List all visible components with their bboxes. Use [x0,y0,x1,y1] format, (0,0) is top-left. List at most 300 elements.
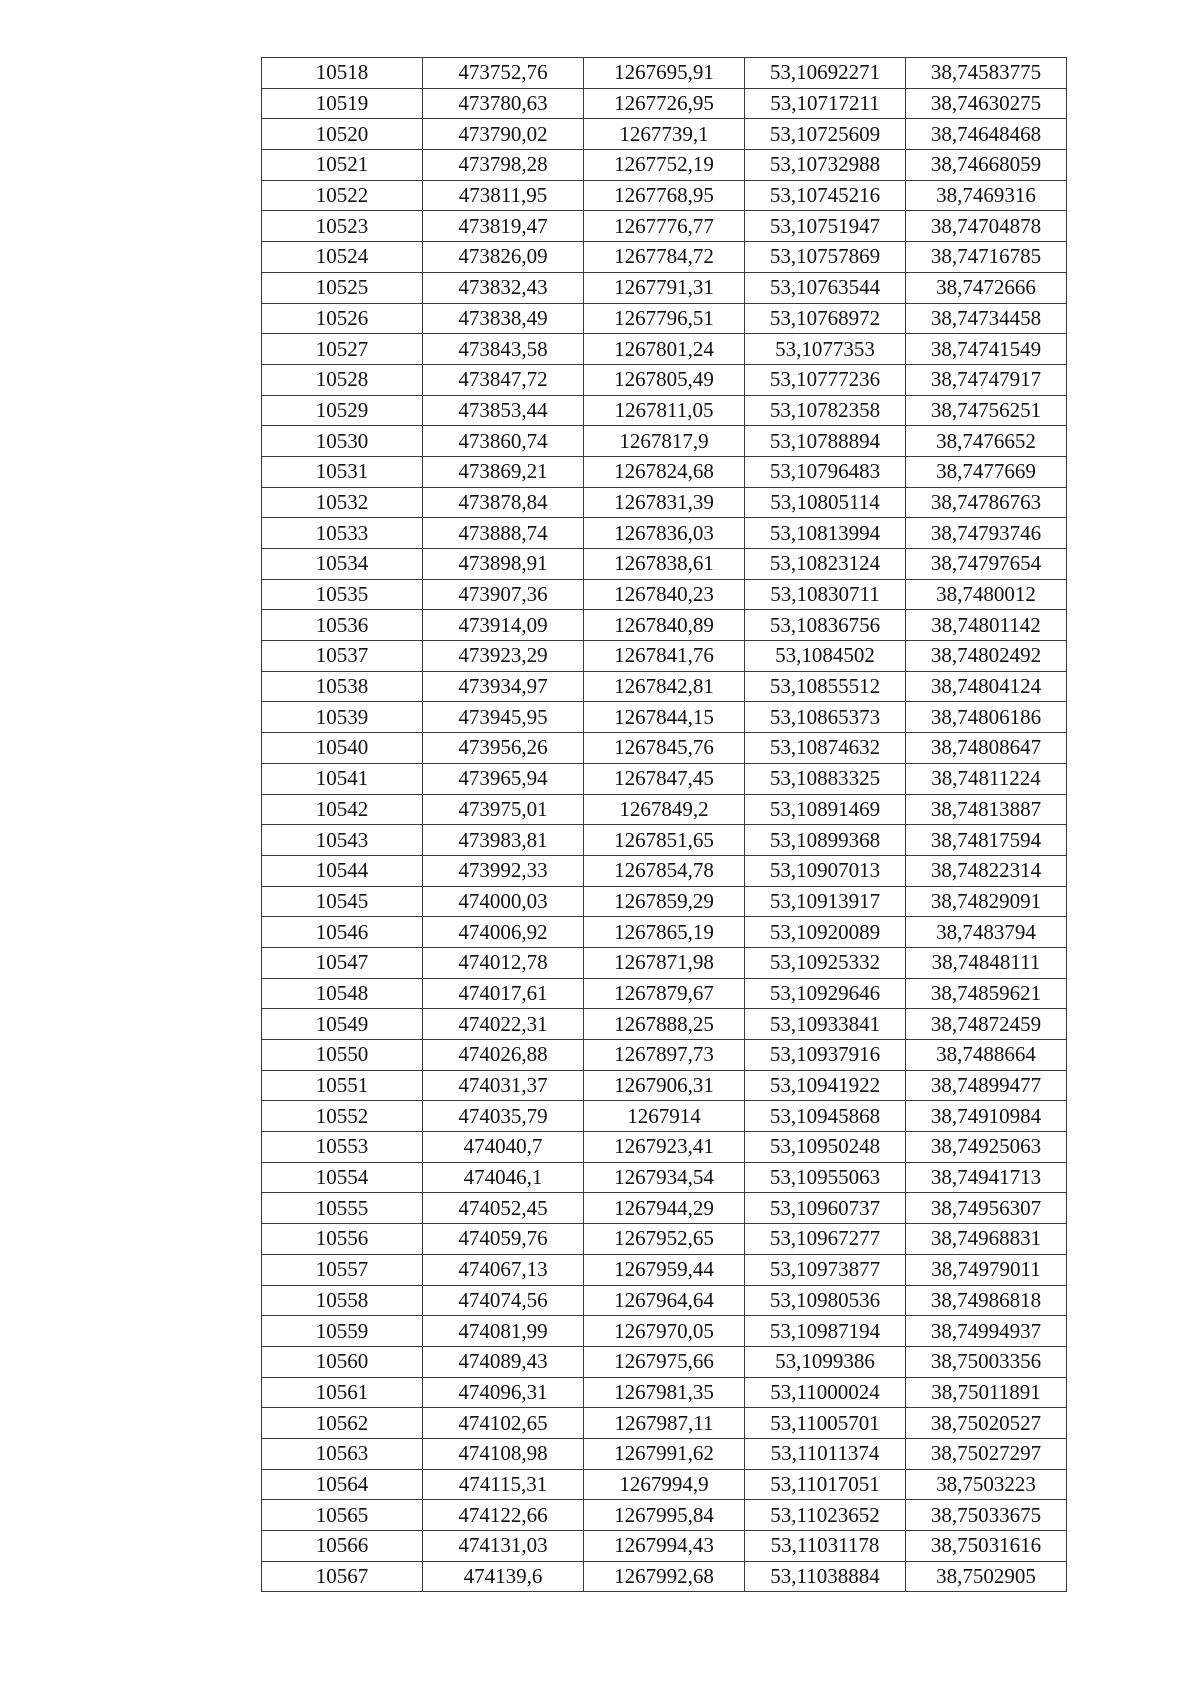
latitude-cell: 53,10925332 [745,947,906,978]
table-row [262,1316,1067,1347]
y-coordinate-cell: 1267845,76 [584,733,745,764]
latitude-cell: 53,10874632 [745,733,906,764]
y-coordinate-cell: 1267841,76 [584,641,745,672]
y-coordinate-cell: 1267847,45 [584,763,745,794]
y-coordinate-cell: 1267994,43 [584,1531,745,1562]
x-coordinate-cell: 473790,02 [423,119,584,150]
longitude-cell: 38,74756251 [906,395,1067,426]
y-coordinate-cell: 1267849,2 [584,794,745,825]
latitude-cell: 53,10865373 [745,702,906,733]
x-coordinate-cell: 474115,31 [423,1469,584,1500]
x-coordinate-cell: 474035,79 [423,1101,584,1132]
y-coordinate-cell: 1267952,65 [584,1224,745,1255]
point-number-cell: 10534 [262,549,423,580]
y-coordinate-cell: 1267981,35 [584,1377,745,1408]
y-coordinate-cell: 1267906,31 [584,1070,745,1101]
table-row [262,119,1067,150]
table-row [262,426,1067,457]
y-coordinate-cell: 1267991,62 [584,1438,745,1469]
x-coordinate-cell: 474139,6 [423,1561,584,1592]
point-number-cell: 10536 [262,610,423,641]
table-row [262,1224,1067,1255]
point-number-cell: 10544 [262,855,423,886]
y-coordinate-cell: 1267995,84 [584,1500,745,1531]
y-coordinate-cell: 1267994,9 [584,1469,745,1500]
y-coordinate-cell: 1267817,9 [584,426,745,457]
latitude-cell: 53,11017051 [745,1469,906,1500]
table-row [262,364,1067,395]
y-coordinate-cell: 1267975,66 [584,1346,745,1377]
x-coordinate-cell: 473878,84 [423,487,584,518]
table-row [262,641,1067,672]
longitude-cell: 38,74806186 [906,702,1067,733]
y-coordinate-cell: 1267811,05 [584,395,745,426]
longitude-cell: 38,7503223 [906,1469,1067,1500]
table-row [262,947,1067,978]
point-number-cell: 10518 [262,58,423,89]
table-row [262,1193,1067,1224]
y-coordinate-cell: 1267836,03 [584,518,745,549]
point-number-cell: 10551 [262,1070,423,1101]
table-row [262,334,1067,365]
x-coordinate-cell: 473975,01 [423,794,584,825]
latitude-cell: 53,10920089 [745,917,906,948]
latitude-cell: 53,10751947 [745,211,906,242]
longitude-cell: 38,74747917 [906,364,1067,395]
x-coordinate-cell: 474006,92 [423,917,584,948]
point-number-cell: 10538 [262,671,423,702]
point-number-cell: 10564 [262,1469,423,1500]
point-number-cell: 10558 [262,1285,423,1316]
y-coordinate-cell: 1267923,41 [584,1132,745,1163]
x-coordinate-cell: 474040,7 [423,1132,584,1163]
x-coordinate-cell: 474081,99 [423,1316,584,1347]
y-coordinate-cell: 1267831,39 [584,487,745,518]
point-number-cell: 10550 [262,1040,423,1071]
latitude-cell: 53,10980536 [745,1285,906,1316]
x-coordinate-cell: 473811,95 [423,180,584,211]
latitude-cell: 53,10913917 [745,886,906,917]
x-coordinate-cell: 473914,09 [423,610,584,641]
point-number-cell: 10539 [262,702,423,733]
table-row [262,1254,1067,1285]
latitude-cell: 53,11023652 [745,1500,906,1531]
longitude-cell: 38,74734458 [906,303,1067,334]
table-row [262,1101,1067,1132]
x-coordinate-cell: 474074,56 [423,1285,584,1316]
y-coordinate-cell: 1267838,61 [584,549,745,580]
latitude-cell: 53,10717211 [745,88,906,119]
y-coordinate-cell: 1267865,19 [584,917,745,948]
y-coordinate-cell: 1267851,65 [584,825,745,856]
x-coordinate-cell: 473907,36 [423,579,584,610]
x-coordinate-cell: 473819,47 [423,211,584,242]
point-number-cell: 10540 [262,733,423,764]
longitude-cell: 38,74986818 [906,1285,1067,1316]
table-row [262,1500,1067,1531]
longitude-cell: 38,74817594 [906,825,1067,856]
latitude-cell: 53,11011374 [745,1438,906,1469]
longitude-cell: 38,7480012 [906,579,1067,610]
point-number-cell: 10565 [262,1500,423,1531]
y-coordinate-cell: 1267854,78 [584,855,745,886]
point-number-cell: 10535 [262,579,423,610]
y-coordinate-cell: 1267695,91 [584,58,745,89]
point-number-cell: 10541 [262,763,423,794]
latitude-cell: 53,10937916 [745,1040,906,1071]
table-row [262,58,1067,89]
point-number-cell: 10549 [262,1009,423,1040]
point-number-cell: 10563 [262,1438,423,1469]
longitude-cell: 38,74829091 [906,886,1067,917]
table-row [262,456,1067,487]
y-coordinate-cell: 1267784,72 [584,242,745,273]
latitude-cell: 53,10899368 [745,825,906,856]
point-number-cell: 10560 [262,1346,423,1377]
y-coordinate-cell: 1267796,51 [584,303,745,334]
longitude-cell: 38,74583775 [906,58,1067,89]
latitude-cell: 53,10830711 [745,579,906,610]
latitude-cell: 53,10836756 [745,610,906,641]
table-row [262,1162,1067,1193]
longitude-cell: 38,74786763 [906,487,1067,518]
table-row [262,1009,1067,1040]
latitude-cell: 53,10945868 [745,1101,906,1132]
latitude-cell: 53,10960737 [745,1193,906,1224]
longitude-cell: 38,74811224 [906,763,1067,794]
y-coordinate-cell: 1267992,68 [584,1561,745,1592]
table-row [262,763,1067,794]
latitude-cell: 53,10813994 [745,518,906,549]
point-number-cell: 10566 [262,1531,423,1562]
coordinates-table [261,57,1067,1592]
latitude-cell: 53,10782358 [745,395,906,426]
longitude-cell: 38,75020527 [906,1408,1067,1439]
table-row [262,88,1067,119]
table-row [262,150,1067,181]
x-coordinate-cell: 473780,63 [423,88,584,119]
point-number-cell: 10542 [262,794,423,825]
longitude-cell: 38,74648468 [906,119,1067,150]
x-coordinate-cell: 474017,61 [423,978,584,1009]
longitude-cell: 38,74668059 [906,150,1067,181]
x-coordinate-cell: 473869,21 [423,456,584,487]
point-number-cell: 10532 [262,487,423,518]
point-number-cell: 10527 [262,334,423,365]
latitude-cell: 53,1084502 [745,641,906,672]
y-coordinate-cell: 1267871,98 [584,947,745,978]
point-number-cell: 10556 [262,1224,423,1255]
table-row [262,242,1067,273]
longitude-cell: 38,74801142 [906,610,1067,641]
table-row [262,610,1067,641]
x-coordinate-cell: 474089,43 [423,1346,584,1377]
longitude-cell: 38,7477669 [906,456,1067,487]
latitude-cell: 53,10732988 [745,150,906,181]
x-coordinate-cell: 473945,95 [423,702,584,733]
latitude-cell: 53,10788894 [745,426,906,457]
x-coordinate-cell: 474102,65 [423,1408,584,1439]
table-row [262,1469,1067,1500]
point-number-cell: 10523 [262,211,423,242]
y-coordinate-cell: 1267859,29 [584,886,745,917]
latitude-cell: 53,10929646 [745,978,906,1009]
longitude-cell: 38,74968831 [906,1224,1067,1255]
longitude-cell: 38,74704878 [906,211,1067,242]
x-coordinate-cell: 473934,97 [423,671,584,702]
table-row [262,917,1067,948]
y-coordinate-cell: 1267842,81 [584,671,745,702]
point-number-cell: 10531 [262,456,423,487]
y-coordinate-cell: 1267752,19 [584,150,745,181]
table-row [262,487,1067,518]
table-row [262,733,1067,764]
longitude-cell: 38,74804124 [906,671,1067,702]
x-coordinate-cell: 474131,03 [423,1531,584,1562]
point-number-cell: 10546 [262,917,423,948]
table-row [262,1438,1067,1469]
x-coordinate-cell: 473956,26 [423,733,584,764]
point-number-cell: 10553 [262,1132,423,1163]
latitude-cell: 53,10907013 [745,855,906,886]
x-coordinate-cell: 474012,78 [423,947,584,978]
table-row [262,978,1067,1009]
point-number-cell: 10557 [262,1254,423,1285]
table-row [262,1132,1067,1163]
latitude-cell: 53,10883325 [745,763,906,794]
x-coordinate-cell: 474059,76 [423,1224,584,1255]
y-coordinate-cell: 1267824,68 [584,456,745,487]
latitude-cell: 53,10768972 [745,303,906,334]
longitude-cell: 38,74741549 [906,334,1067,365]
longitude-cell: 38,75033675 [906,1500,1067,1531]
latitude-cell: 53,10763544 [745,272,906,303]
point-number-cell: 10529 [262,395,423,426]
longitude-cell: 38,74822314 [906,855,1067,886]
x-coordinate-cell: 474000,03 [423,886,584,917]
table-row [262,1561,1067,1592]
y-coordinate-cell: 1267840,89 [584,610,745,641]
longitude-cell: 38,75003356 [906,1346,1067,1377]
longitude-cell: 38,7476652 [906,426,1067,457]
point-number-cell: 10552 [262,1101,423,1132]
longitude-cell: 38,74925063 [906,1132,1067,1163]
x-coordinate-cell: 473843,58 [423,334,584,365]
point-number-cell: 10561 [262,1377,423,1408]
x-coordinate-cell: 474067,13 [423,1254,584,1285]
y-coordinate-cell: 1267805,49 [584,364,745,395]
table-row [262,1285,1067,1316]
longitude-cell: 38,75011891 [906,1377,1067,1408]
longitude-cell: 38,74716785 [906,242,1067,273]
table-row [262,886,1067,917]
longitude-cell: 38,74813887 [906,794,1067,825]
x-coordinate-cell: 473826,09 [423,242,584,273]
longitude-cell: 38,7488664 [906,1040,1067,1071]
x-coordinate-cell: 474122,66 [423,1500,584,1531]
x-coordinate-cell: 473847,72 [423,364,584,395]
x-coordinate-cell: 474052,45 [423,1193,584,1224]
point-number-cell: 10520 [262,119,423,150]
longitude-cell: 38,74848111 [906,947,1067,978]
latitude-cell: 53,11000024 [745,1377,906,1408]
x-coordinate-cell: 473965,94 [423,763,584,794]
x-coordinate-cell: 473838,49 [423,303,584,334]
y-coordinate-cell: 1267801,24 [584,334,745,365]
x-coordinate-cell: 474022,31 [423,1009,584,1040]
point-number-cell: 10545 [262,886,423,917]
table-row [262,180,1067,211]
longitude-cell: 38,74941713 [906,1162,1067,1193]
longitude-cell: 38,7502905 [906,1561,1067,1592]
latitude-cell: 53,10745216 [745,180,906,211]
y-coordinate-cell: 1267897,73 [584,1040,745,1071]
y-coordinate-cell: 1267844,15 [584,702,745,733]
x-coordinate-cell: 473752,76 [423,58,584,89]
x-coordinate-cell: 473888,74 [423,518,584,549]
y-coordinate-cell: 1267934,54 [584,1162,745,1193]
longitude-cell: 38,74956307 [906,1193,1067,1224]
latitude-cell: 53,10855512 [745,671,906,702]
latitude-cell: 53,10777236 [745,364,906,395]
y-coordinate-cell: 1267791,31 [584,272,745,303]
point-number-cell: 10526 [262,303,423,334]
longitude-cell: 38,74979011 [906,1254,1067,1285]
point-number-cell: 10554 [262,1162,423,1193]
table-row [262,395,1067,426]
latitude-cell: 53,10823124 [745,549,906,580]
point-number-cell: 10555 [262,1193,423,1224]
table-row [262,1408,1067,1439]
x-coordinate-cell: 473992,33 [423,855,584,886]
latitude-cell: 53,10973877 [745,1254,906,1285]
point-number-cell: 10522 [262,180,423,211]
latitude-cell: 53,10941922 [745,1070,906,1101]
latitude-cell: 53,1077353 [745,334,906,365]
point-number-cell: 10533 [262,518,423,549]
longitude-cell: 38,74630275 [906,88,1067,119]
latitude-cell: 53,11005701 [745,1408,906,1439]
latitude-cell: 53,11038884 [745,1561,906,1592]
latitude-cell: 53,1099386 [745,1346,906,1377]
table-row [262,1377,1067,1408]
point-number-cell: 10530 [262,426,423,457]
latitude-cell: 53,10757869 [745,242,906,273]
table-row [262,579,1067,610]
point-number-cell: 10519 [262,88,423,119]
y-coordinate-cell: 1267840,23 [584,579,745,610]
x-coordinate-cell: 473798,28 [423,150,584,181]
x-coordinate-cell: 474046,1 [423,1162,584,1193]
latitude-cell: 53,10955063 [745,1162,906,1193]
y-coordinate-cell: 1267739,1 [584,119,745,150]
point-number-cell: 10559 [262,1316,423,1347]
y-coordinate-cell: 1267776,77 [584,211,745,242]
longitude-cell: 38,75027297 [906,1438,1067,1469]
y-coordinate-cell: 1267726,95 [584,88,745,119]
table-row [262,855,1067,886]
x-coordinate-cell: 474031,37 [423,1070,584,1101]
point-number-cell: 10528 [262,364,423,395]
table-row [262,303,1067,334]
latitude-cell: 53,10725609 [745,119,906,150]
x-coordinate-cell: 473898,91 [423,549,584,580]
point-number-cell: 10525 [262,272,423,303]
y-coordinate-cell: 1267879,67 [584,978,745,1009]
longitude-cell: 38,7469316 [906,180,1067,211]
table-row [262,272,1067,303]
y-coordinate-cell: 1267959,44 [584,1254,745,1285]
point-number-cell: 10521 [262,150,423,181]
longitude-cell: 38,74793746 [906,518,1067,549]
latitude-cell: 53,10692271 [745,58,906,89]
latitude-cell: 53,11031178 [745,1531,906,1562]
latitude-cell: 53,10891469 [745,794,906,825]
latitude-cell: 53,10967277 [745,1224,906,1255]
y-coordinate-cell: 1267914 [584,1101,745,1132]
x-coordinate-cell: 473983,81 [423,825,584,856]
table-row [262,1070,1067,1101]
table-row [262,702,1067,733]
x-coordinate-cell: 473923,29 [423,641,584,672]
longitude-cell: 38,74802492 [906,641,1067,672]
point-number-cell: 10547 [262,947,423,978]
x-coordinate-cell: 473860,74 [423,426,584,457]
y-coordinate-cell: 1267944,29 [584,1193,745,1224]
longitude-cell: 38,74872459 [906,1009,1067,1040]
point-number-cell: 10562 [262,1408,423,1439]
table-row [262,1531,1067,1562]
table-row [262,518,1067,549]
point-number-cell: 10567 [262,1561,423,1592]
table-row [262,211,1067,242]
latitude-cell: 53,10950248 [745,1132,906,1163]
table-row [262,671,1067,702]
longitude-cell: 38,74899477 [906,1070,1067,1101]
y-coordinate-cell: 1267888,25 [584,1009,745,1040]
longitude-cell: 38,74808647 [906,733,1067,764]
table-row [262,1040,1067,1071]
longitude-cell: 38,74910984 [906,1101,1067,1132]
latitude-cell: 53,10805114 [745,487,906,518]
y-coordinate-cell: 1267964,64 [584,1285,745,1316]
y-coordinate-cell: 1267987,11 [584,1408,745,1439]
longitude-cell: 38,74994937 [906,1316,1067,1347]
table-row [262,794,1067,825]
longitude-cell: 38,7472666 [906,272,1067,303]
table-row [262,1346,1067,1377]
point-number-cell: 10524 [262,242,423,273]
x-coordinate-cell: 473832,43 [423,272,584,303]
y-coordinate-cell: 1267970,05 [584,1316,745,1347]
longitude-cell: 38,75031616 [906,1531,1067,1562]
x-coordinate-cell: 474026,88 [423,1040,584,1071]
latitude-cell: 53,10796483 [745,456,906,487]
x-coordinate-cell: 474096,31 [423,1377,584,1408]
table-row [262,549,1067,580]
latitude-cell: 53,10987194 [745,1316,906,1347]
coordinates-table-body [262,58,1067,1592]
latitude-cell: 53,10933841 [745,1009,906,1040]
longitude-cell: 38,7483794 [906,917,1067,948]
table-row [262,825,1067,856]
x-coordinate-cell: 473853,44 [423,395,584,426]
y-coordinate-cell: 1267768,95 [584,180,745,211]
x-coordinate-cell: 474108,98 [423,1438,584,1469]
longitude-cell: 38,74859621 [906,978,1067,1009]
point-number-cell: 10537 [262,641,423,672]
point-number-cell: 10548 [262,978,423,1009]
